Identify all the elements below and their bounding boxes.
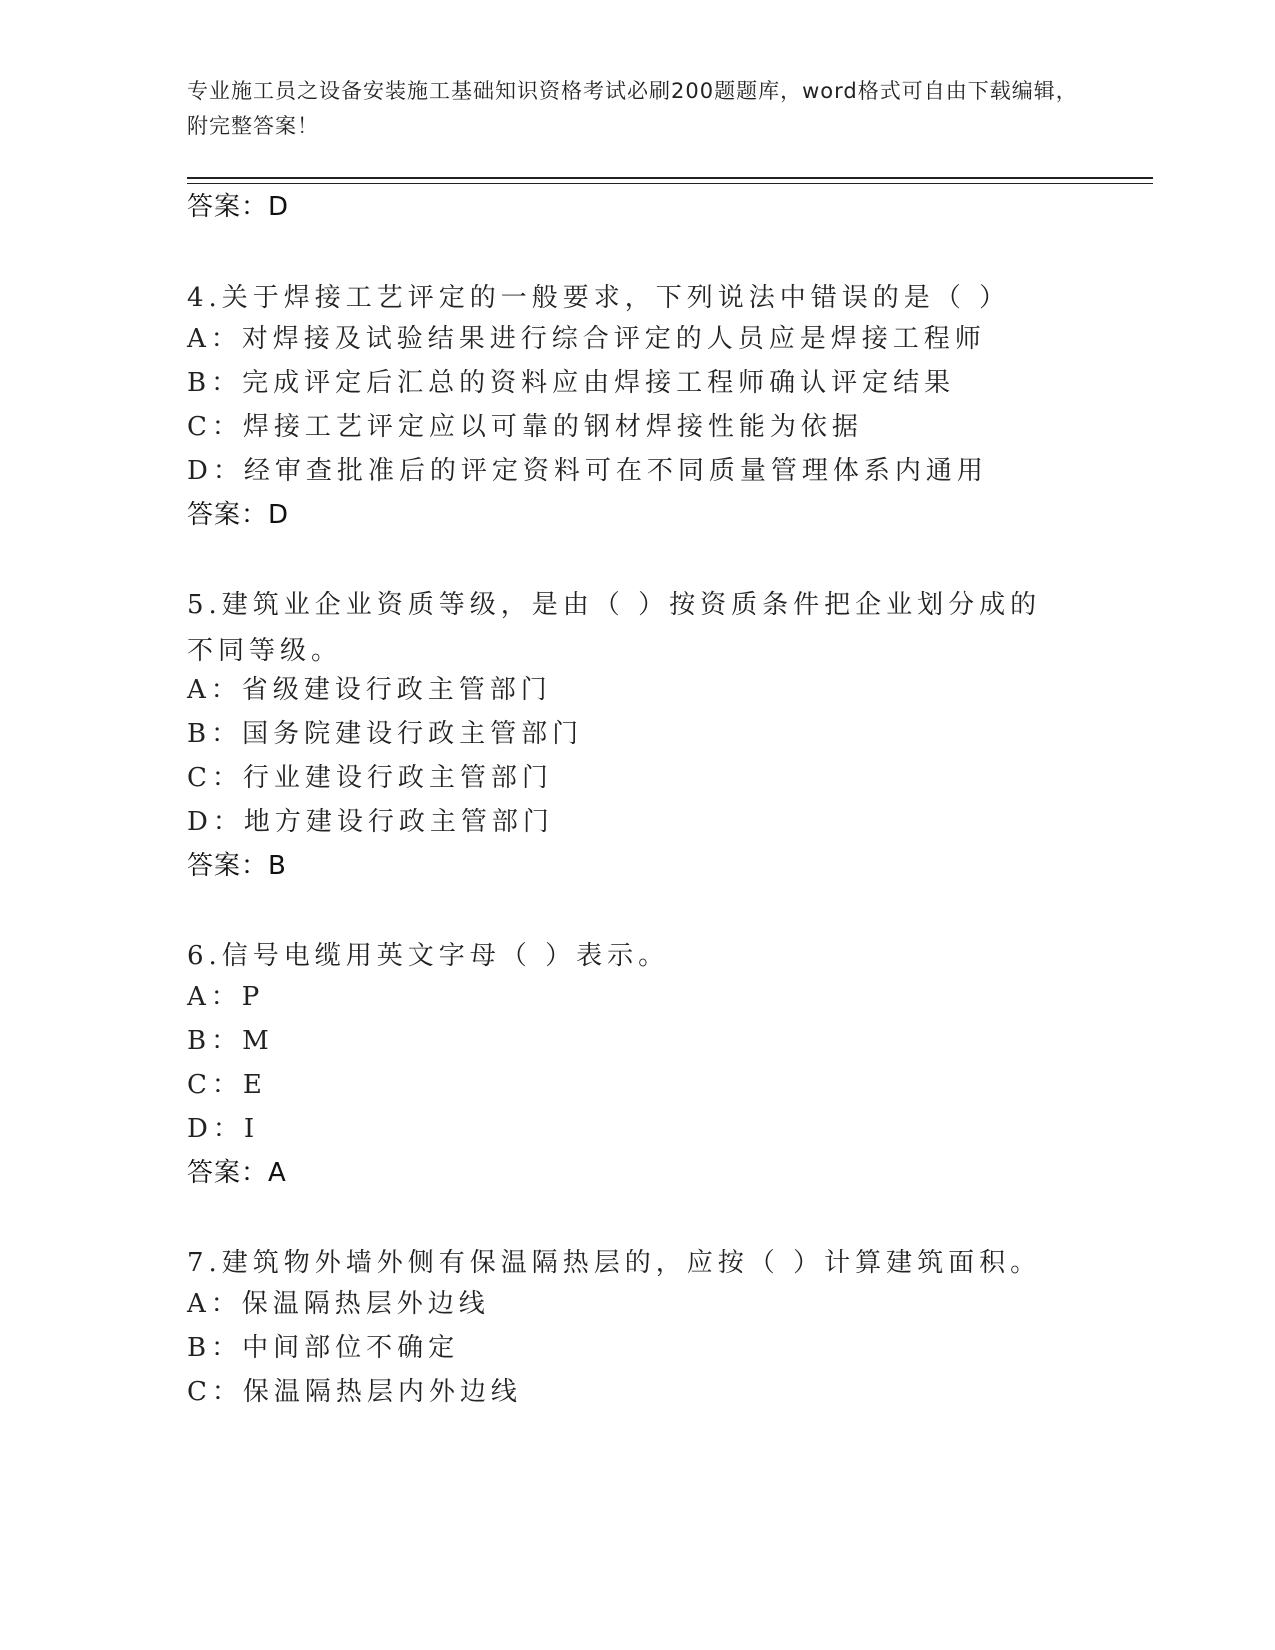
answer-text: 答案：D [187,192,290,222]
question-5-option-d: D：地方建设行政主管部门 [187,807,554,837]
question-4-text: 4.关于焊接工艺评定的一般要求，下列说法中错误的是（ ） [187,283,1011,313]
question-7-text: 7.建筑物外墙外侧有保温隔热层的，应按（ ）计算建筑面积。 [187,1248,1042,1278]
question-5-answer: 答案：B [187,851,287,881]
question-4-option-a: A：对焊接及试验结果进行综合评定的人员应是焊接工程师 [187,324,986,354]
question-5-text: 5.建筑业企业资质等级，是由（ ）按资质条件把企业划分成的不同等级。 [187,590,1042,666]
question-4-option-b: B：完成评定后汇总的资料应由焊接工程师确认评定结果 [187,368,956,398]
question-5-option-c: C：行业建设行政主管部门 [187,763,553,793]
question-5-option-a: A：省级建设行政主管部门 [187,675,552,705]
question-5-option-b: B：国务院建设行政主管部门 [187,719,584,749]
question-7-option-a: A：保温隔热层外边线 [187,1289,490,1319]
question-6-option-d: D：I [187,1114,260,1144]
question-6-option-b: B：M [187,1026,274,1056]
question-6-text: 6.信号电缆用英文字母（ ）表示。 [187,941,670,971]
question-4-option-d: D：经审查批准后的评定资料可在不同质量管理体系内通用 [187,456,988,486]
header-rule-thin [187,183,1153,184]
question-7-option-c: C：保温隔热层内外边线 [187,1377,522,1407]
question-6-option-a: A：P [187,982,265,1012]
question-4-answer: 答案：D [187,500,290,530]
document-header: 专业施工员之设备安装施工基础知识资格考试必刷200题题库，word格式可自由下载编辑，附完整答案！ [187,79,1078,138]
question-6-answer: 答案：A [187,1158,287,1188]
header-rule-thick [187,177,1153,179]
question-4-option-c: C：焊接工艺评定应以可靠的钢材焊接性能为依据 [187,412,863,442]
question-7-option-b: B：中间部位不确定 [187,1333,460,1363]
question-6-option-c: C：E [187,1070,267,1100]
